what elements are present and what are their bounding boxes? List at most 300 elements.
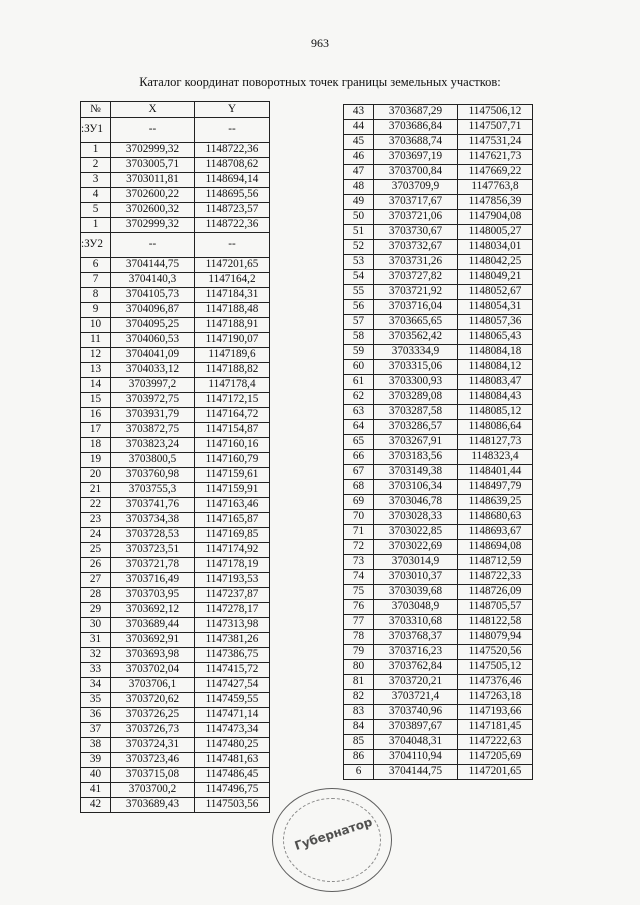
cell-y: 1148401,44 bbox=[458, 465, 533, 480]
cell-number: 6 bbox=[81, 258, 111, 273]
cell-y: 1147160,16 bbox=[195, 438, 270, 453]
table-row bbox=[81, 143, 270, 158]
section-row bbox=[81, 118, 270, 143]
cell-number: 1 bbox=[81, 218, 111, 233]
cell-number: 55 bbox=[344, 285, 374, 300]
table-row bbox=[81, 528, 270, 543]
cell-number: 32 bbox=[81, 648, 111, 663]
cell-x: 3703022,85 bbox=[374, 525, 458, 540]
cell-number: 40 bbox=[81, 768, 111, 783]
cell-number: 61 bbox=[344, 375, 374, 390]
cell-y: 1147669,22 bbox=[458, 165, 533, 180]
cell-y: 1148084,43 bbox=[458, 390, 533, 405]
table-row bbox=[81, 783, 270, 798]
table-row bbox=[81, 378, 270, 393]
cell-y: 1147237,87 bbox=[195, 588, 270, 603]
cell-number: 38 bbox=[81, 738, 111, 753]
table-row bbox=[344, 735, 533, 750]
cell-number: 6 bbox=[344, 765, 374, 780]
table-row bbox=[344, 375, 533, 390]
cell-x: 3703724,31 bbox=[111, 738, 195, 753]
cell-number: 16 bbox=[81, 408, 111, 423]
cell-x: 3703106,34 bbox=[374, 480, 458, 495]
cell-x: 3703872,75 bbox=[111, 423, 195, 438]
cell-y: 1147621,73 bbox=[458, 150, 533, 165]
cell-x: 3703730,67 bbox=[374, 225, 458, 240]
table-row bbox=[344, 765, 533, 780]
table-row bbox=[344, 720, 533, 735]
cell-x: 3703011,81 bbox=[111, 173, 195, 188]
table-row bbox=[344, 330, 533, 345]
cell-number: 45 bbox=[344, 135, 374, 150]
table-row bbox=[81, 218, 270, 233]
cell-y: 1147201,65 bbox=[195, 258, 270, 273]
cell-y: 1147193,53 bbox=[195, 573, 270, 588]
cell-number: 80 bbox=[344, 660, 374, 675]
cell-x: 3703726,73 bbox=[111, 723, 195, 738]
header-x: X bbox=[111, 102, 195, 118]
cell-y: 1148034,01 bbox=[458, 240, 533, 255]
cell-x: 3703700,2 bbox=[111, 783, 195, 798]
cell-number: 26 bbox=[81, 558, 111, 573]
cell-number: 63 bbox=[344, 405, 374, 420]
cell-number: 65 bbox=[344, 435, 374, 450]
governor-stamp bbox=[272, 788, 392, 892]
table-row bbox=[81, 393, 270, 408]
cell-x: 3703703,95 bbox=[111, 588, 195, 603]
cell-x: 3703740,96 bbox=[374, 705, 458, 720]
cell-number: 35 bbox=[81, 693, 111, 708]
cell-x: 3703688,74 bbox=[374, 135, 458, 150]
cell-x: 3703762,84 bbox=[374, 660, 458, 675]
table-row bbox=[81, 573, 270, 588]
cell-number: 41 bbox=[81, 783, 111, 798]
cell-y: 1147164,72 bbox=[195, 408, 270, 423]
table-row bbox=[81, 173, 270, 188]
cell-number: 46 bbox=[344, 150, 374, 165]
cell-x: 3704060,53 bbox=[111, 333, 195, 348]
cell-y: 1148049,21 bbox=[458, 270, 533, 285]
cell-y: 1148127,73 bbox=[458, 435, 533, 450]
cell-number: 62 bbox=[344, 390, 374, 405]
cell-number: 76 bbox=[344, 600, 374, 615]
cell-y: 1147904,08 bbox=[458, 210, 533, 225]
table-row bbox=[81, 768, 270, 783]
cell-x: 3703741,76 bbox=[111, 498, 195, 513]
cell-y: 1147193,66 bbox=[458, 705, 533, 720]
cell-y: 1147163,46 bbox=[195, 498, 270, 513]
cell-number: 33 bbox=[81, 663, 111, 678]
cell-x: 3704041,09 bbox=[111, 348, 195, 363]
table-row bbox=[81, 303, 270, 318]
cell-number: 60 bbox=[344, 360, 374, 375]
cell-x: 3703287,58 bbox=[374, 405, 458, 420]
cell-x: 3703721,78 bbox=[111, 558, 195, 573]
cell-number: 18 bbox=[81, 438, 111, 453]
cell-x: 3703286,57 bbox=[374, 420, 458, 435]
cell-y: 1147503,56 bbox=[195, 798, 270, 813]
table-row bbox=[344, 630, 533, 645]
table-row bbox=[344, 420, 533, 435]
cell-y: 1147506,12 bbox=[458, 105, 533, 120]
table-row bbox=[344, 690, 533, 705]
cell-x: 3703014,9 bbox=[374, 555, 458, 570]
cell-y: 1147160,79 bbox=[195, 453, 270, 468]
cell-y: 1147165,87 bbox=[195, 513, 270, 528]
cell-x: 3703689,43 bbox=[111, 798, 195, 813]
cell-number: 83 bbox=[344, 705, 374, 720]
table-row bbox=[81, 738, 270, 753]
coordinates-table-left bbox=[80, 101, 270, 813]
cell-number: 64 bbox=[344, 420, 374, 435]
table-row bbox=[344, 705, 533, 720]
cell-x: 3703700,84 bbox=[374, 165, 458, 180]
cell-y: -- bbox=[195, 118, 270, 143]
cell-y: 1148065,43 bbox=[458, 330, 533, 345]
cell-y: 1147278,17 bbox=[195, 603, 270, 618]
cell-y: 1148705,57 bbox=[458, 600, 533, 615]
cell-y: 1147496,75 bbox=[195, 783, 270, 798]
table-row bbox=[344, 135, 533, 150]
cell-y: 1148694,08 bbox=[458, 540, 533, 555]
table-row bbox=[344, 570, 533, 585]
cell-number: 52 bbox=[344, 240, 374, 255]
cell-number: 24 bbox=[81, 528, 111, 543]
cell-x: 3703726,25 bbox=[111, 708, 195, 723]
table-row bbox=[344, 405, 533, 420]
cell-number: 81 bbox=[344, 675, 374, 690]
table-row bbox=[81, 498, 270, 513]
cell-number: 71 bbox=[344, 525, 374, 540]
table-row bbox=[344, 675, 533, 690]
cell-y: 1148122,58 bbox=[458, 615, 533, 630]
cell-x: 3703931,79 bbox=[111, 408, 195, 423]
cell-x: 3703716,49 bbox=[111, 573, 195, 588]
cell-y: 1148005,27 bbox=[458, 225, 533, 240]
cell-x: 3704048,31 bbox=[374, 735, 458, 750]
cell-x: 3703720,21 bbox=[374, 675, 458, 690]
cell-number: 2 bbox=[81, 158, 111, 173]
cell-y: 1147222,63 bbox=[458, 735, 533, 750]
document-title: Каталог координат поворотных точек границы земельных участков: bbox=[139, 75, 501, 89]
cell-y: 1147188,91 bbox=[195, 318, 270, 333]
table-row bbox=[344, 615, 533, 630]
table-row bbox=[344, 180, 533, 195]
cell-x: 3703315,06 bbox=[374, 360, 458, 375]
table-row bbox=[81, 363, 270, 378]
table-row bbox=[344, 315, 533, 330]
cell-x: 3703732,67 bbox=[374, 240, 458, 255]
cell-number: 66 bbox=[344, 450, 374, 465]
table-row bbox=[81, 318, 270, 333]
cell-y: 1147381,26 bbox=[195, 633, 270, 648]
cell-number: 39 bbox=[81, 753, 111, 768]
cell-y: 1148052,67 bbox=[458, 285, 533, 300]
table-row bbox=[81, 348, 270, 363]
cell-x: 3703692,91 bbox=[111, 633, 195, 648]
cell-y: 1147856,39 bbox=[458, 195, 533, 210]
cell-x: 3703702,04 bbox=[111, 663, 195, 678]
cell-number: 47 bbox=[344, 165, 374, 180]
table-row bbox=[344, 480, 533, 495]
header-y: Y bbox=[195, 102, 270, 118]
cell-number: 36 bbox=[81, 708, 111, 723]
cell-number: 79 bbox=[344, 645, 374, 660]
cell-x: 3703755,3 bbox=[111, 483, 195, 498]
cell-number: 43 bbox=[344, 105, 374, 120]
cell-number: 86 bbox=[344, 750, 374, 765]
cell-y: 1147174,92 bbox=[195, 543, 270, 558]
table-row bbox=[81, 408, 270, 423]
cell-y: 1147159,61 bbox=[195, 468, 270, 483]
cell-y: 1148639,25 bbox=[458, 495, 533, 510]
cell-y: 1147169,85 bbox=[195, 528, 270, 543]
cell-number: 68 bbox=[344, 480, 374, 495]
cell-number: 53 bbox=[344, 255, 374, 270]
cell-y: 1147178,19 bbox=[195, 558, 270, 573]
cell-number: 78 bbox=[344, 630, 374, 645]
cell-x: 3702999,32 bbox=[111, 218, 195, 233]
cell-y: 1148497,79 bbox=[458, 480, 533, 495]
table-row bbox=[81, 468, 270, 483]
cell-x: 3704096,87 bbox=[111, 303, 195, 318]
cell-y: 1148680,63 bbox=[458, 510, 533, 525]
cell-number: 29 bbox=[81, 603, 111, 618]
cell-number: 31 bbox=[81, 633, 111, 648]
table-row bbox=[344, 150, 533, 165]
table-row bbox=[344, 285, 533, 300]
cell-number: 4 bbox=[81, 188, 111, 203]
cell-x: 3703697,19 bbox=[374, 150, 458, 165]
cell-number: 28 bbox=[81, 588, 111, 603]
cell-x: 3703562,42 bbox=[374, 330, 458, 345]
cell-x: 3703800,5 bbox=[111, 453, 195, 468]
cell-y: -- bbox=[195, 233, 270, 258]
cell-number: 21 bbox=[81, 483, 111, 498]
cell-number: 10 bbox=[81, 318, 111, 333]
table-row bbox=[81, 423, 270, 438]
cell-x: 3703723,51 bbox=[111, 543, 195, 558]
cell-y: 1147471,14 bbox=[195, 708, 270, 723]
table-header-row bbox=[81, 102, 270, 118]
cell-x: 3703665,65 bbox=[374, 315, 458, 330]
cell-x: 3703692,12 bbox=[111, 603, 195, 618]
cell-x: -- bbox=[111, 233, 195, 258]
cell-x: 3704095,25 bbox=[111, 318, 195, 333]
cell-number: 27 bbox=[81, 573, 111, 588]
cell-y: 1148084,18 bbox=[458, 345, 533, 360]
cell-x: 3703997,2 bbox=[111, 378, 195, 393]
table-row bbox=[81, 798, 270, 813]
table-row bbox=[81, 588, 270, 603]
table-row bbox=[344, 105, 533, 120]
cell-y: 1147415,72 bbox=[195, 663, 270, 678]
cell-number: 73 bbox=[344, 555, 374, 570]
cell-y: 1147181,45 bbox=[458, 720, 533, 735]
cell-y: 1148057,36 bbox=[458, 315, 533, 330]
cell-y: 1148085,12 bbox=[458, 405, 533, 420]
cell-number: 42 bbox=[81, 798, 111, 813]
cell-x: 3704110,94 bbox=[374, 750, 458, 765]
table-row bbox=[81, 663, 270, 678]
cell-y: 1147190,07 bbox=[195, 333, 270, 348]
table-row bbox=[344, 360, 533, 375]
cell-y: 1148693,67 bbox=[458, 525, 533, 540]
table-row bbox=[344, 195, 533, 210]
cell-x: 3703721,4 bbox=[374, 690, 458, 705]
page-number: 963 bbox=[311, 36, 329, 50]
cell-x: 3703721,92 bbox=[374, 285, 458, 300]
cell-x: 3703289,08 bbox=[374, 390, 458, 405]
table-row bbox=[344, 495, 533, 510]
cell-number: 25 bbox=[81, 543, 111, 558]
cell-x: 3704033,12 bbox=[111, 363, 195, 378]
cell-x: 3703727,82 bbox=[374, 270, 458, 285]
cell-y: 1147520,56 bbox=[458, 645, 533, 660]
cell-x: 3703334,9 bbox=[374, 345, 458, 360]
cell-x: 3703046,78 bbox=[374, 495, 458, 510]
cell-number: 3 bbox=[81, 173, 111, 188]
cell-number: 37 bbox=[81, 723, 111, 738]
cell-y: 1148323,4 bbox=[458, 450, 533, 465]
cell-number: 9 bbox=[81, 303, 111, 318]
cell-x: 3703693,98 bbox=[111, 648, 195, 663]
cell-y: 1148723,57 bbox=[195, 203, 270, 218]
cell-number: 70 bbox=[344, 510, 374, 525]
cell-x: 3703010,37 bbox=[374, 570, 458, 585]
table-row bbox=[81, 543, 270, 558]
cell-number: :ЗУ2 bbox=[81, 233, 111, 258]
cell-number: 15 bbox=[81, 393, 111, 408]
cell-number: 34 bbox=[81, 678, 111, 693]
table-row bbox=[81, 438, 270, 453]
cell-y: 1148722,36 bbox=[195, 218, 270, 233]
cell-y: 1148726,09 bbox=[458, 585, 533, 600]
cell-x: 3703686,84 bbox=[374, 120, 458, 135]
cell-x: 3703183,56 bbox=[374, 450, 458, 465]
table-row bbox=[81, 558, 270, 573]
table-row bbox=[81, 633, 270, 648]
table-row bbox=[344, 555, 533, 570]
table-row bbox=[81, 513, 270, 528]
cell-number: 13 bbox=[81, 363, 111, 378]
cell-x: 3703028,33 bbox=[374, 510, 458, 525]
table-row bbox=[344, 540, 533, 555]
cell-number: 50 bbox=[344, 210, 374, 225]
cell-x: 3703149,38 bbox=[374, 465, 458, 480]
cell-number: 82 bbox=[344, 690, 374, 705]
cell-y: 1147473,34 bbox=[195, 723, 270, 738]
cell-y: 1148694,14 bbox=[195, 173, 270, 188]
cell-number: 67 bbox=[344, 465, 374, 480]
cell-y: 1148079,94 bbox=[458, 630, 533, 645]
header-number: № bbox=[81, 102, 111, 118]
cell-number: 17 bbox=[81, 423, 111, 438]
cell-y: 1147201,65 bbox=[458, 765, 533, 780]
cell-x: 3703717,67 bbox=[374, 195, 458, 210]
cell-x: 3703687,29 bbox=[374, 105, 458, 120]
cell-number: 48 bbox=[344, 180, 374, 195]
cell-y: 1148722,33 bbox=[458, 570, 533, 585]
cell-y: 1148695,56 bbox=[195, 188, 270, 203]
table-row bbox=[81, 188, 270, 203]
cell-number: 58 bbox=[344, 330, 374, 345]
cell-number: 59 bbox=[344, 345, 374, 360]
cell-y: 1148083,47 bbox=[458, 375, 533, 390]
cell-y: 1147486,45 bbox=[195, 768, 270, 783]
cell-x: 3703709,9 bbox=[374, 180, 458, 195]
cell-x: 3703720,62 bbox=[111, 693, 195, 708]
cell-y: 1147164,2 bbox=[195, 273, 270, 288]
cell-x: 3703267,91 bbox=[374, 435, 458, 450]
cell-x: 3702600,32 bbox=[111, 203, 195, 218]
table-row bbox=[81, 708, 270, 723]
table-row bbox=[344, 585, 533, 600]
cell-x: 3703731,26 bbox=[374, 255, 458, 270]
table-row bbox=[81, 483, 270, 498]
cell-y: 1147189,6 bbox=[195, 348, 270, 363]
cell-y: 1147184,31 bbox=[195, 288, 270, 303]
table-row bbox=[344, 465, 533, 480]
table-row bbox=[344, 600, 533, 615]
table-row bbox=[344, 435, 533, 450]
cell-y: 1147480,25 bbox=[195, 738, 270, 753]
table-row bbox=[344, 300, 533, 315]
cell-number: 69 bbox=[344, 495, 374, 510]
table-row bbox=[81, 333, 270, 348]
table-row bbox=[344, 750, 533, 765]
cell-x: 3703721,06 bbox=[374, 210, 458, 225]
cell-y: 1147505,12 bbox=[458, 660, 533, 675]
table-row bbox=[81, 693, 270, 708]
cell-x: 3703734,38 bbox=[111, 513, 195, 528]
table-row bbox=[344, 660, 533, 675]
cell-x: 3703760,98 bbox=[111, 468, 195, 483]
cell-number: 51 bbox=[344, 225, 374, 240]
table-row bbox=[81, 158, 270, 173]
cell-x: 3703005,71 bbox=[111, 158, 195, 173]
cell-x: 3703300,93 bbox=[374, 375, 458, 390]
cell-y: 1148054,31 bbox=[458, 300, 533, 315]
table-row bbox=[344, 210, 533, 225]
cell-x: 3703310,68 bbox=[374, 615, 458, 630]
cell-y: 1148042,25 bbox=[458, 255, 533, 270]
table-row bbox=[81, 273, 270, 288]
cell-y: 1147507,71 bbox=[458, 120, 533, 135]
stamp-text: Губернатор bbox=[292, 814, 374, 854]
cell-y: 1147427,54 bbox=[195, 678, 270, 693]
table-row bbox=[81, 678, 270, 693]
cell-x: 3703823,24 bbox=[111, 438, 195, 453]
table-row bbox=[344, 510, 533, 525]
cell-y: 1147154,87 bbox=[195, 423, 270, 438]
cell-x: 3703022,69 bbox=[374, 540, 458, 555]
cell-number: 23 bbox=[81, 513, 111, 528]
cell-x: 3703768,37 bbox=[374, 630, 458, 645]
table-row bbox=[344, 345, 533, 360]
cell-y: 1147386,75 bbox=[195, 648, 270, 663]
cell-y: 1147205,69 bbox=[458, 750, 533, 765]
cell-number: 11 bbox=[81, 333, 111, 348]
cell-number: 8 bbox=[81, 288, 111, 303]
cell-y: 1147172,15 bbox=[195, 393, 270, 408]
cell-y: 1147531,24 bbox=[458, 135, 533, 150]
table-row bbox=[81, 723, 270, 738]
cell-y: 1147376,46 bbox=[458, 675, 533, 690]
table-row bbox=[344, 225, 533, 240]
table-row bbox=[81, 258, 270, 273]
cell-number: 19 bbox=[81, 453, 111, 468]
